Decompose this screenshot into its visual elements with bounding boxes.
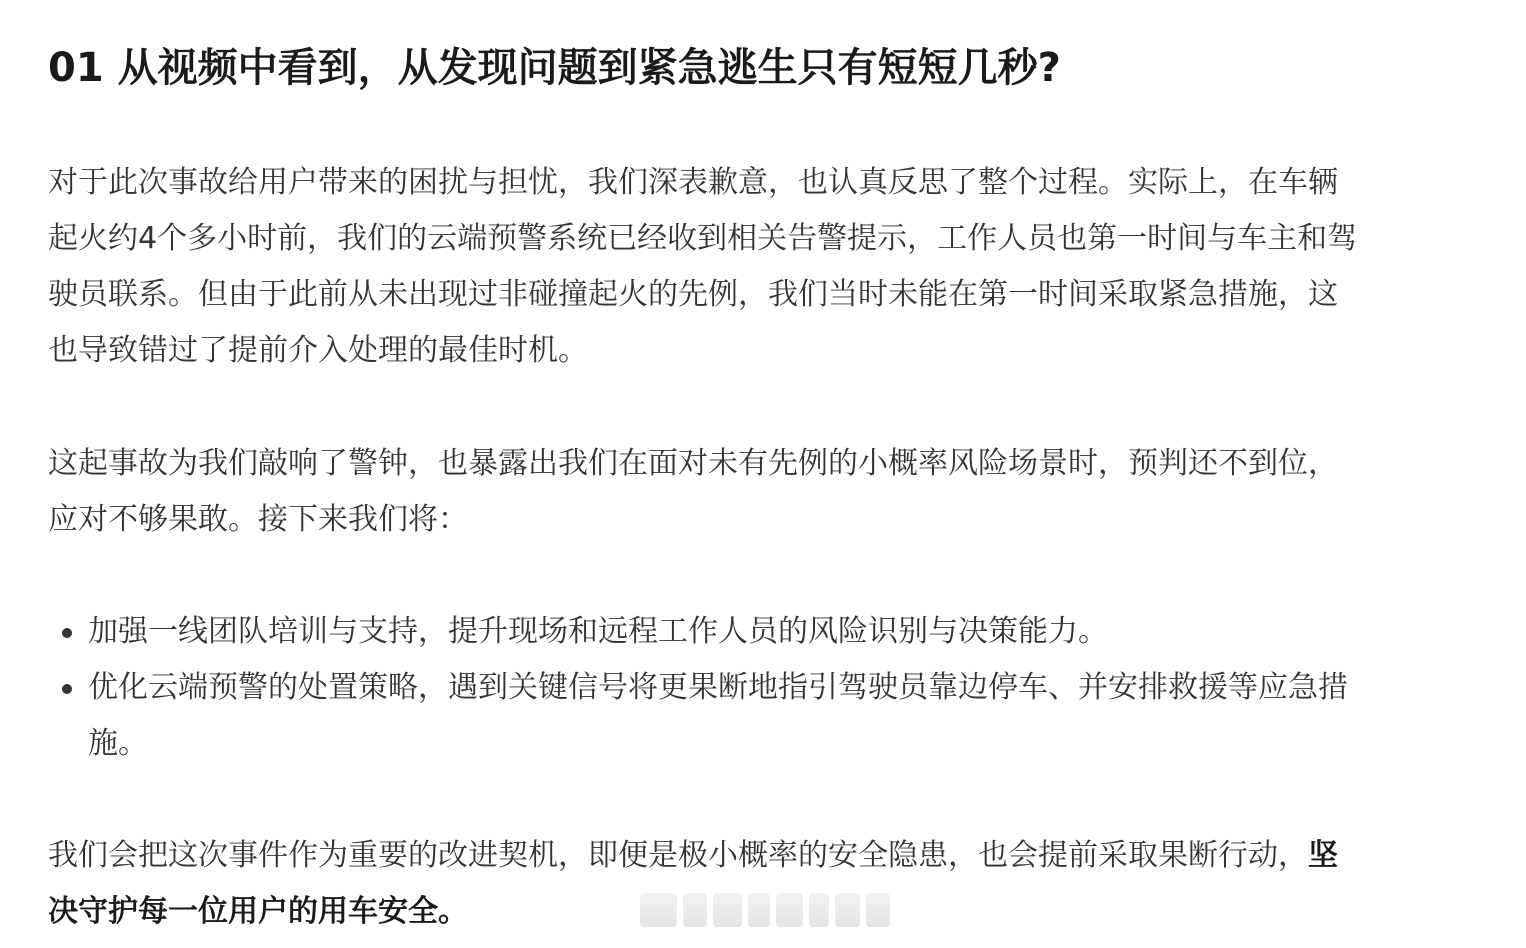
watermark-block (809, 893, 829, 927)
list-item-text: 加强一线团队培训与支持，提升现场和远程工作人员的风险识别与决策能力。 (88, 614, 1108, 649)
list-item (48, 660, 1448, 772)
paragraph-apology (48, 155, 1448, 379)
paragraph-line: 驶员联系。但由于此前从未出现过非碰撞起火的先例，我们当时未能在第一时间采取紧急措施，这 (48, 277, 1338, 312)
section-heading: 01 从视频中看到，从发现问题到紧急逃生只有短短几秒? (48, 45, 1061, 91)
list-item-text: 优化云端预警的处置策略，遇到关键信号将更果断地指引驾驶员靠边停车、并安排救援等应急措 (88, 670, 1348, 705)
paragraph-line: 起火约4个多小时前，我们的云端预警系统已经收到相关告警提示，工作人员也第一时间与车主和驾 (48, 221, 1358, 256)
watermark-block (835, 893, 861, 927)
watermark-block (748, 893, 770, 927)
paragraph-line: 对于此次事故给用户带来的困扰与担忧，我们深表歉意，也认真反思了整个过程。实际上，在车辆 (48, 165, 1338, 200)
paragraph-line: 应对不够果敢。接下来我们将： (48, 502, 468, 537)
commitment-text: 我们会把这次事件作为重要的改进契机，即便是极小概率的安全隐患，也会提前采取果断行动， (48, 838, 1308, 873)
action-list (48, 604, 1448, 772)
watermark-block (713, 893, 742, 927)
watermark-block (866, 893, 890, 927)
commitment-emphasis: 坚 (1308, 838, 1338, 873)
watermark-blur (640, 888, 890, 932)
list-item (48, 604, 1448, 660)
list-item-text: 施。 (88, 726, 148, 761)
paragraph-line: 这起事故为我们敲响了警钟，也暴露出我们在面对未有先例的小概率风险场景时，预判还不到位， (48, 446, 1338, 481)
watermark-block (640, 893, 677, 927)
bullet-dot-icon (62, 628, 72, 638)
commitment-emphasis: 决守护每一位用户的用车安全。 (48, 894, 468, 929)
paragraph-line: 也导致错过了提前介入处理的最佳时机。 (48, 333, 588, 368)
watermark-block (683, 893, 707, 927)
paragraph-line (48, 828, 1448, 884)
watermark-block (776, 893, 803, 927)
paragraph-lesson (48, 436, 1448, 548)
bullet-dot-icon (62, 684, 72, 694)
